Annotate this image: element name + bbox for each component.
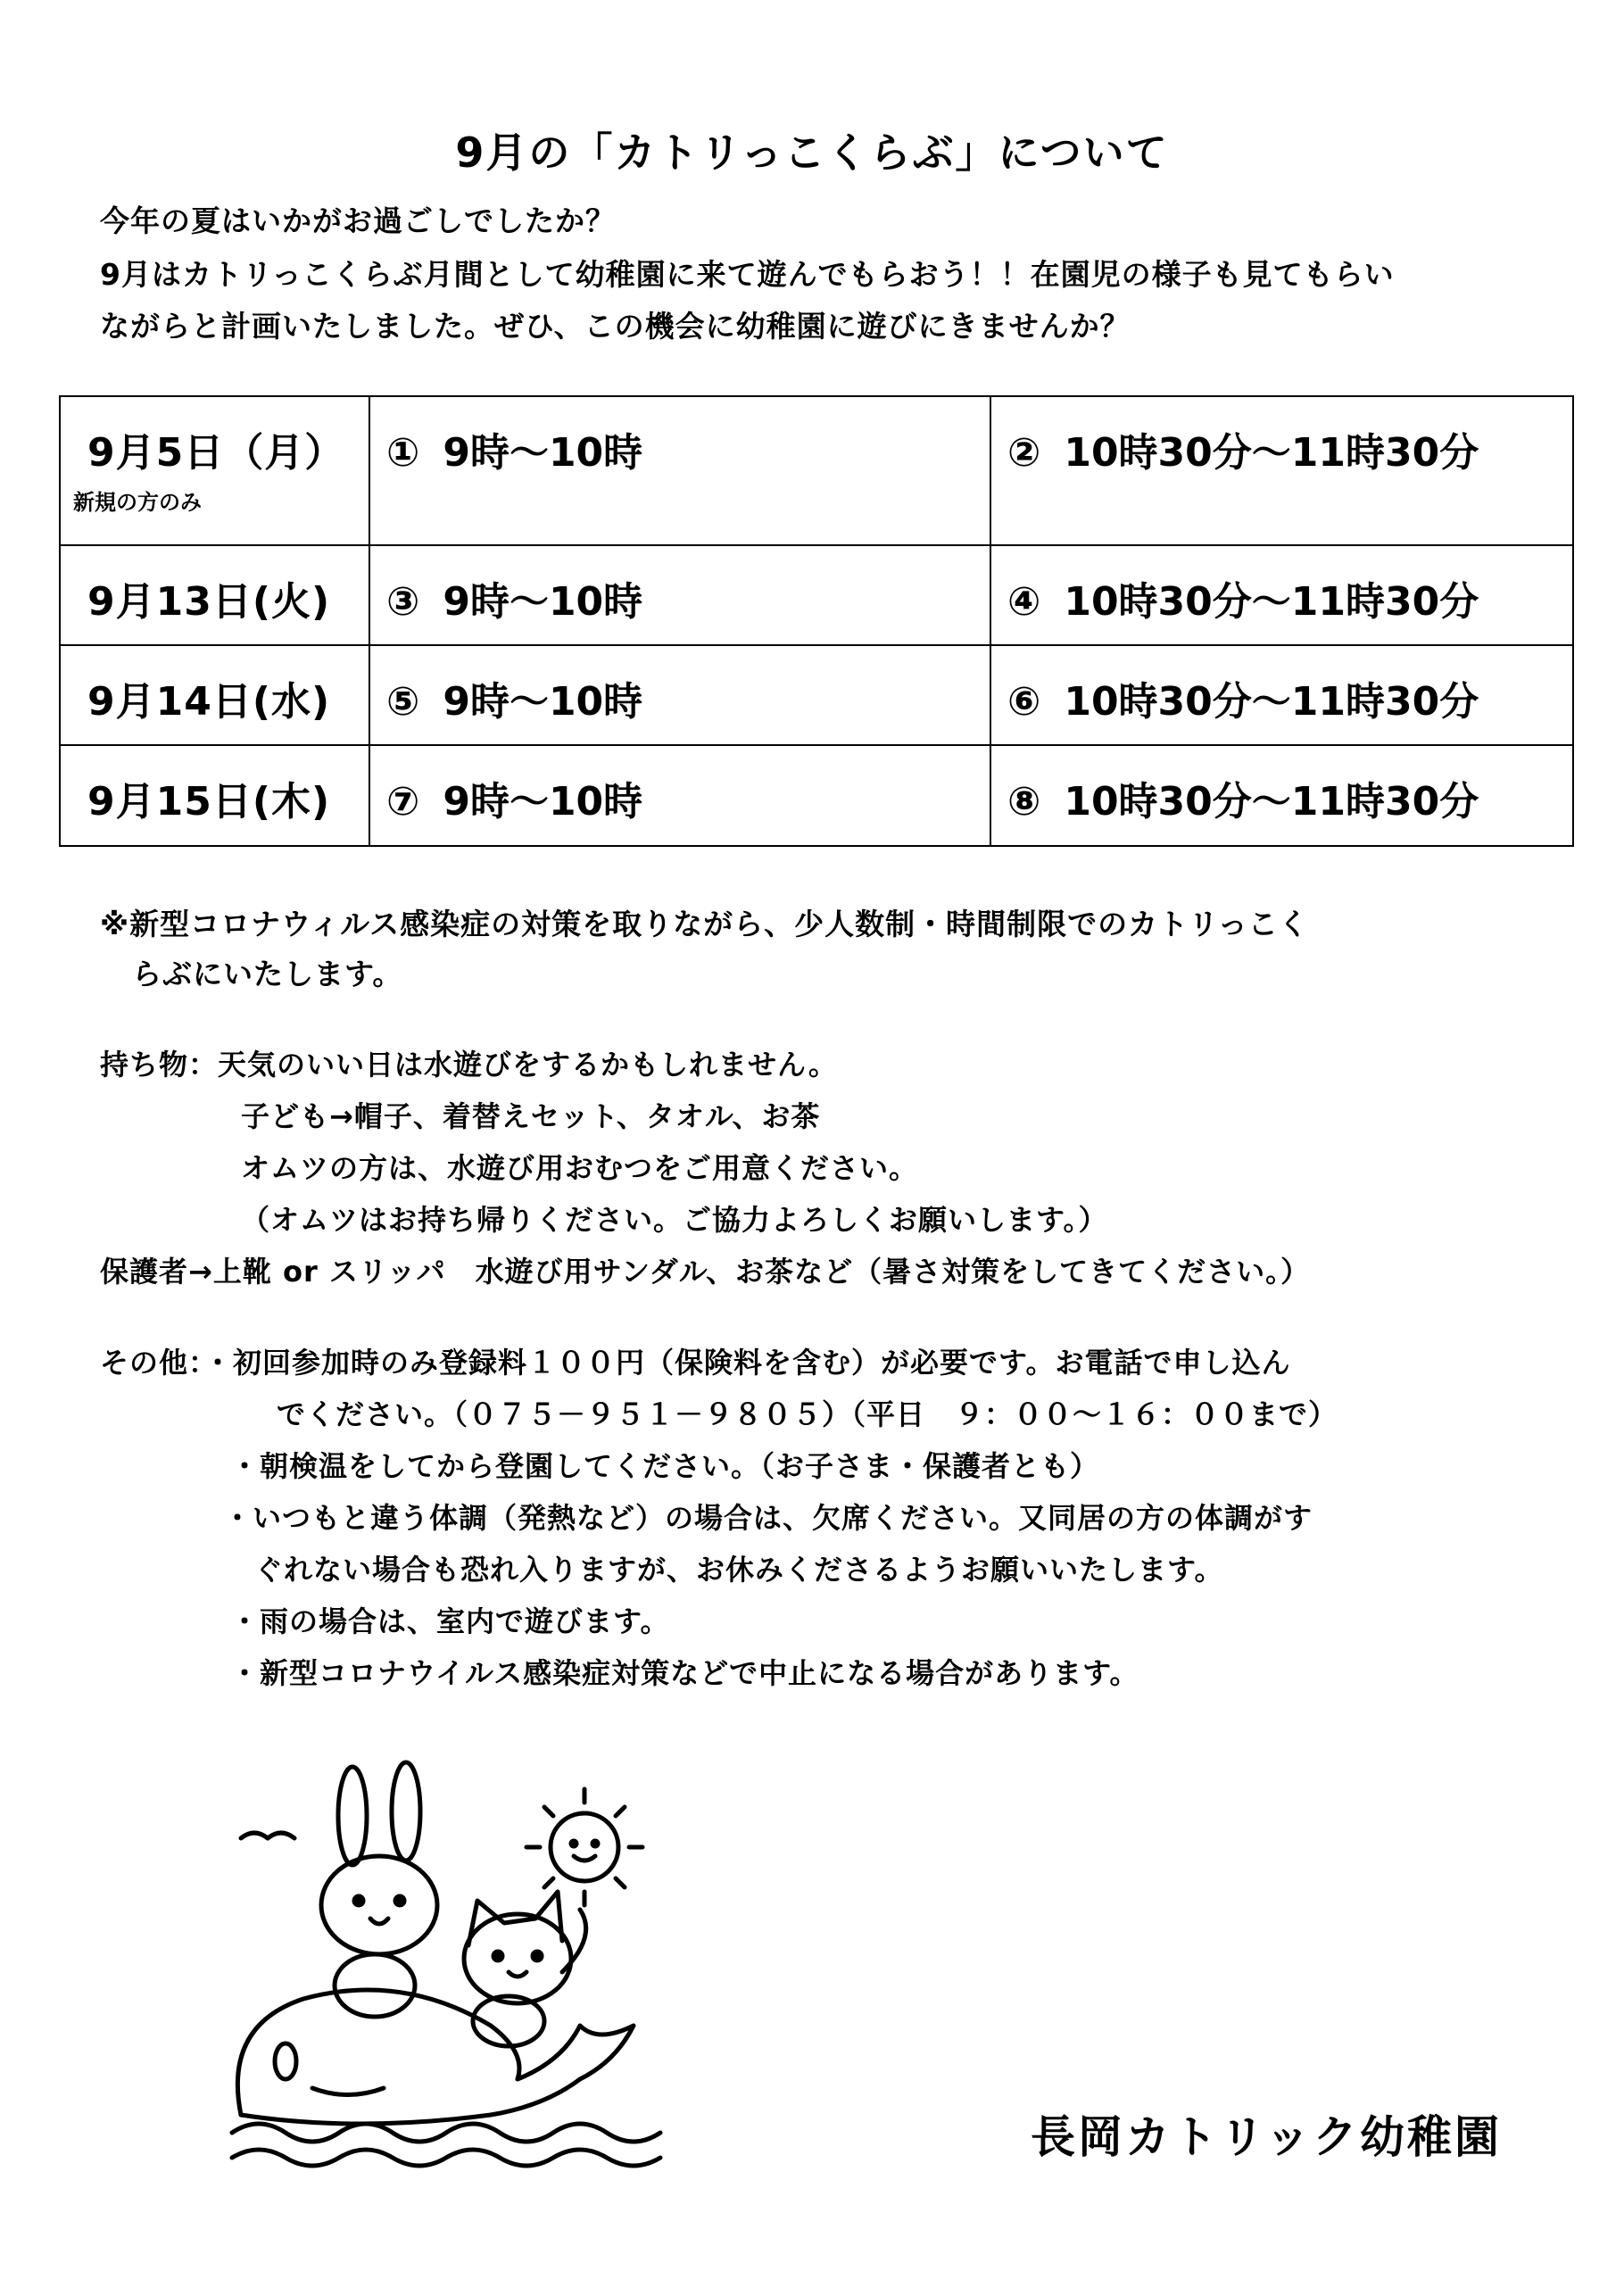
date-cell	[60, 745, 369, 846]
belongings-heading: 持ち物：天気のいい日は水遊びをするかもしれません。	[100, 1048, 838, 1082]
intro-line-3: ながらと計画いたしました。ぜひ、この機会に幼稚園に遊びにきませんか？	[100, 309, 1131, 344]
belongings-child: 子ども→帽子、着替えセット、タオル、お茶	[241, 1099, 821, 1133]
date-note: 新規の方のみ	[73, 490, 202, 515]
slot-cell	[990, 396, 1573, 545]
belongings-guardian: 保護者→上靴 or スリッパ 水遊び用サンダル、お茶など（暑さ対策をしてきてください。）	[100, 1255, 1311, 1289]
others-fee: その他：・初回参加時のみ登録料１００円（保険料を含む）が必要です。お電話で申し込ん	[100, 1346, 1291, 1380]
slot-number: ⑤	[386, 679, 420, 725]
belongings-diaper-note: （オムツはお持ち帰りください。ご協力よろしくお願いします。）	[241, 1203, 1108, 1237]
slot-cell	[990, 645, 1573, 745]
whale-icon	[237, 1990, 634, 2124]
schedule-row	[60, 396, 1573, 545]
others-temperature: ・朝検温をしてから登園してください。（お子さま・保護者とも）	[230, 1449, 1100, 1483]
slot-number: ⑦	[386, 779, 420, 825]
slot-cell	[369, 645, 990, 745]
rabbit-icon	[321, 1762, 437, 2017]
sun-icon	[526, 1789, 642, 1905]
covid-note-line-1: ※新型コロナウィルス感染症の対策を取りながら、少人数制・時間制限でのカトリっこく	[100, 907, 1309, 941]
covid-note-line-2: らぶにいたします。	[132, 957, 403, 991]
date-label: 9月5日（月）	[87, 430, 345, 476]
slot-time: 10時30分～11時30分	[1064, 579, 1479, 625]
others-rain: ・雨の場合は、室内で遊びます。	[230, 1604, 670, 1638]
wave-icon	[232, 2124, 660, 2166]
slot-number: ⑥	[1007, 679, 1041, 725]
slot-time: 10時30分～11時30分	[1064, 430, 1479, 476]
slot-time: 9時～10時	[443, 779, 643, 825]
others-cancel: ・新型コロナウイルス感染症対策などで中止になる場合があります。	[230, 1656, 1139, 1690]
animals-illustration	[223, 1758, 687, 2168]
intro-line-2: 9月はカトリっこくらぶ月間として幼稚園に来て遊んでもらおう！！在園児の様子も見てもらい	[100, 257, 1395, 292]
slot-cell	[369, 396, 990, 545]
schedule-row	[60, 745, 1573, 846]
date-cell	[60, 396, 369, 545]
slot-time: 10時30分～11時30分	[1064, 779, 1479, 825]
kindergarten-name: 長岡カトリック幼稚園	[1031, 2111, 1502, 2163]
others-phone: でください。（０７５－９５１－９８０５）（平日 ９：００～１６：００まで）	[277, 1397, 1338, 1431]
schedule-row	[60, 645, 1573, 745]
slot-time: 9時～10時	[443, 430, 643, 476]
page-title: 9月の「カトリっこくらぶ」について	[455, 128, 1169, 177]
schedule-row	[60, 545, 1573, 645]
slot-cell	[369, 745, 990, 846]
slot-cell	[990, 745, 1573, 846]
slot-number: ②	[1007, 430, 1041, 476]
others-health: ・いつもと違う体調（発熱など）の場合は、欠席ください。又同居の方の体調がす	[223, 1501, 1313, 1535]
slot-number: ④	[1007, 579, 1041, 625]
date-label: 9月15日(木)	[87, 779, 331, 825]
date-label: 9月13日(火)	[87, 579, 331, 625]
slot-cell	[990, 545, 1573, 645]
others-health-cont: ぐれない場合も恐れ入りますが、お休みくださるようお願いいたします。	[254, 1553, 1224, 1587]
date-cell	[60, 645, 369, 745]
slot-number: ⑧	[1007, 779, 1041, 825]
schedule-table	[59, 395, 1574, 847]
slot-number: ③	[386, 579, 420, 625]
bird-icon	[241, 1833, 294, 1838]
slot-time: 10時30分～11時30分	[1064, 679, 1479, 725]
belongings-diaper: オムツの方は、水遊び用おむつをご用意ください。	[241, 1151, 919, 1185]
slot-cell	[369, 545, 990, 645]
slot-number: ①	[386, 430, 420, 476]
date-cell	[60, 545, 369, 645]
date-label: 9月14日(水)	[87, 679, 331, 725]
intro-line-1: 今年の夏はいかがお過ごしでしたか？	[100, 203, 616, 238]
slot-time: 9時～10時	[443, 679, 643, 725]
slot-time: 9時～10時	[443, 579, 643, 625]
